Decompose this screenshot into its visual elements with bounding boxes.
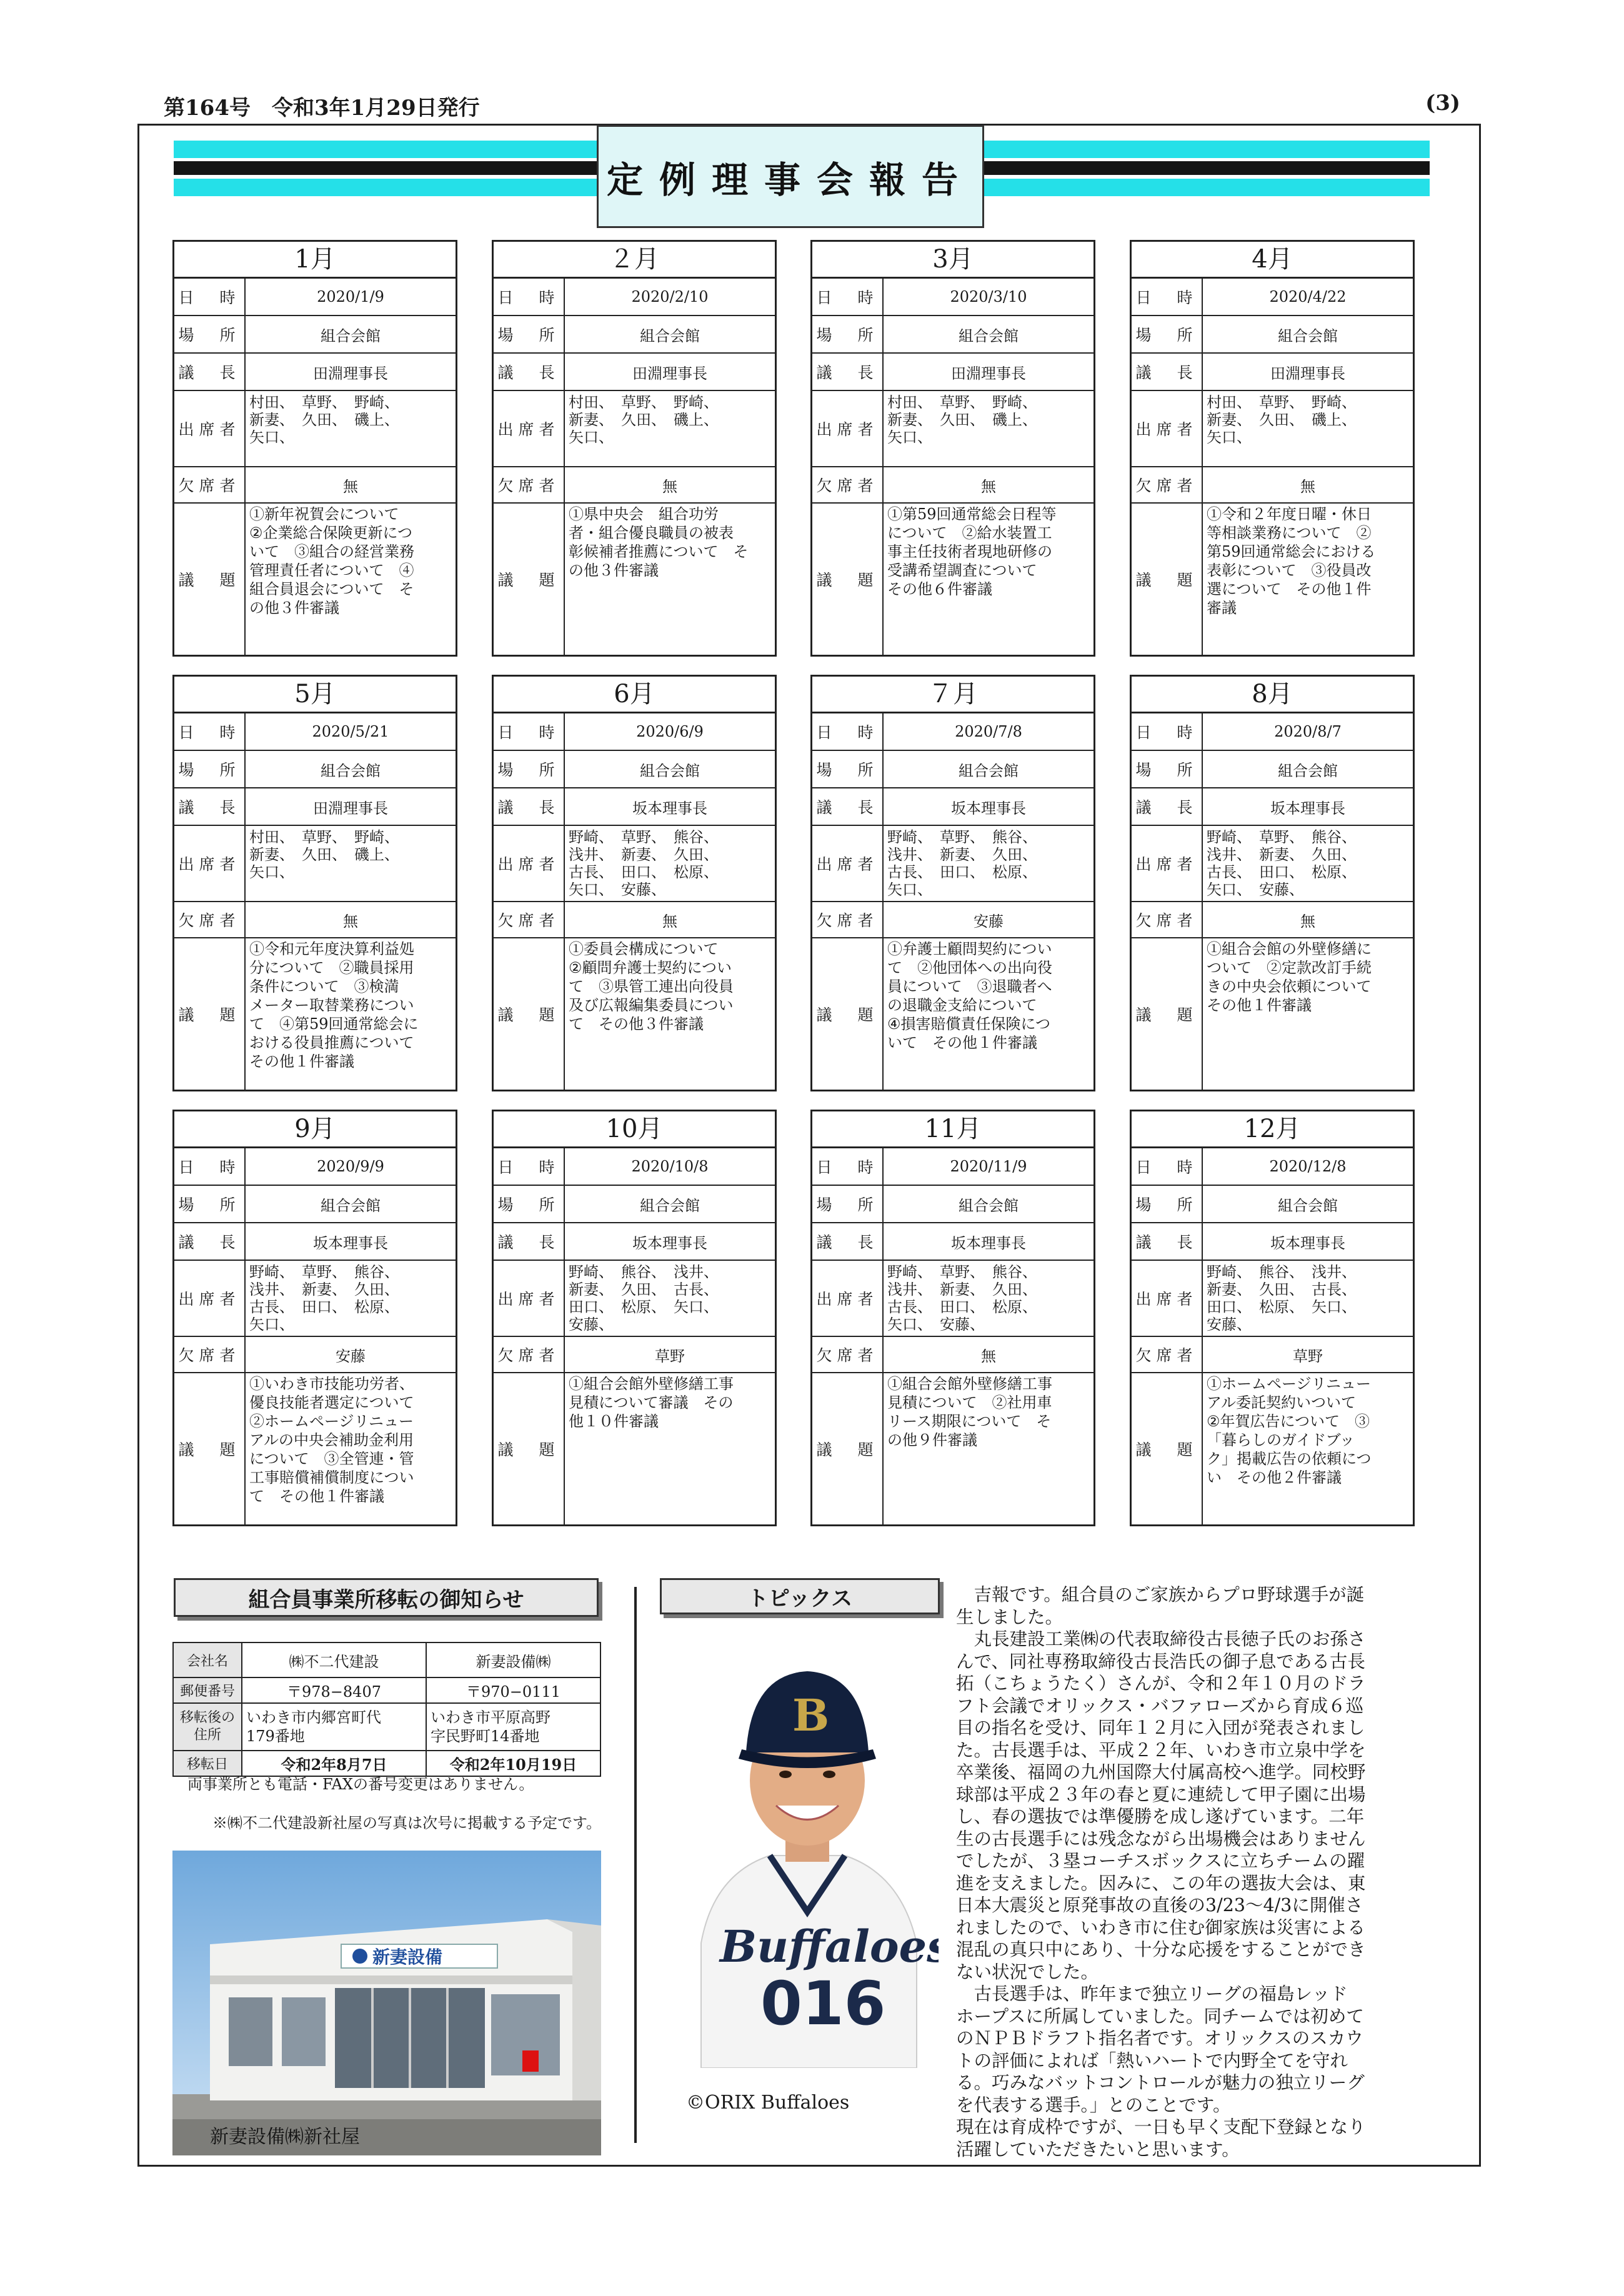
meeting-agenda: ①弁護士顧問契約につい て ②他団体への出向役 員について ③退職者へ の退職金支給について ④損害賠償責任保険につ いて その他１件審議 [887,940,1052,1051]
relocation-title: 組合員事業所移転の御知らせ [174,1578,599,1617]
meeting-agenda-row [1132,504,1413,655]
meeting-chair-row [494,788,775,826]
meeting-chair-row [1132,1223,1413,1261]
meeting-chair: 坂本理事長 [632,1234,707,1252]
meeting-agenda: ①組合会館外壁修繕工事 見積について ②社用車 リース期限について そ の他９件審議 [887,1375,1052,1449]
agenda-label: 議 題 [1132,938,1203,1090]
meeting-date: 2020/7/8 [955,723,1022,740]
meeting-absentees: 無 [981,1347,996,1365]
chair-label: 議 長 [1132,354,1203,390]
issue-header: 第164号 令和3年1月29日発行 [164,96,480,121]
meeting-chair: 坂本理事長 [1270,1234,1345,1252]
meeting-chair-row [1132,354,1413,391]
absentees-label: 欠席者 [1132,1337,1203,1372]
meeting-chair: 坂本理事長 [313,1234,388,1252]
place-label: 場 所 [812,316,884,352]
meeting-place: 組合会館 [959,762,1019,780]
meeting-agenda: ①組合会館の外壁修繕に ついて ②定款改訂手続 きの中央会依頼について その他１件審議 [1207,940,1372,1014]
date-label: 日 時 [812,279,884,315]
meeting-agenda-row [494,1373,775,1524]
meeting-absentees-row [494,1337,775,1373]
meeting-absentees: 無 [1300,477,1315,495]
place-label: 場 所 [812,1186,884,1222]
move-date-1: 令和2年8月7日 [242,1751,426,1776]
meeting-attendees-row [1132,1261,1413,1337]
chair-label: 議 長 [812,788,884,825]
attendees-label: 出席者 [1132,1261,1203,1336]
meeting-attendees: 野崎、 草野、 熊谷、 浅井、 新妻、 久田、 古長、 田口、 松原、 矢口、 安藤、 [569,828,719,898]
month-box [1130,240,1415,657]
meeting-date-row [1132,279,1413,316]
meeting-chair: 坂本理事長 [1270,799,1345,817]
chair-label: 議 長 [174,788,246,825]
agenda-label: 議 題 [1132,1373,1203,1524]
meeting-attendees: 野崎、 熊谷、 浅井、 新妻、 久田、 古長、 田口、 松原、 矢口、 安藤、 [569,1263,719,1333]
meeting-absentees: 無 [343,477,358,495]
meeting-date: 2020/8/7 [1274,723,1342,740]
chair-label: 議 長 [812,354,884,390]
date-label: 日 時 [1132,1148,1203,1185]
place-label: 場 所 [174,316,246,352]
meeting-place-row [494,751,775,788]
month-box [1130,1110,1415,1526]
meeting-attendees-row [812,1261,1093,1337]
meeting-date: 2020/6/9 [636,723,704,740]
meeting-attendees: 野崎、 草野、 熊谷、 浅井、 新妻、 久田、 古長、 田口、 松原、 矢口、 [249,1263,399,1333]
absentees-label: 欠席者 [812,1337,884,1372]
meeting-place-row [812,1186,1093,1223]
month-box [810,1110,1095,1526]
meeting-date-row [1132,1148,1413,1186]
attendees-label: 出席者 [1132,826,1203,901]
meeting-absentees-row [1132,467,1413,504]
meeting-absentees-row [494,902,775,938]
meeting-date: 2020/4/22 [1269,288,1347,306]
month-name: 6月 [494,677,775,713]
meeting-agenda: ①県中央会 組合功労 者・組合優良職員の被表 彰候補者推薦について そ の他３件審議 [569,505,749,579]
attendees-label: 出席者 [174,1261,246,1336]
month-box [492,240,777,657]
chair-label: 議 長 [494,1223,565,1260]
meeting-attendees: 村田、 草野、 野崎、 新妻、 久田、 磯上、 矢口、 [887,394,1037,446]
absentees-label: 欠席者 [174,902,246,937]
meeting-place-row [174,751,456,788]
meeting-absentees-row [174,467,456,504]
meeting-absentees: 無 [662,912,677,930]
attendees-label: 出席者 [812,1261,884,1336]
meeting-place: 組合会館 [640,327,700,345]
meeting-attendees-row [174,826,456,902]
place-label: 場 所 [494,1186,565,1222]
meeting-chair-row [494,354,775,391]
chair-label: 議 長 [812,1223,884,1260]
meeting-chair-row [1132,788,1413,826]
meeting-agenda-row [174,938,456,1090]
month-box [810,240,1095,657]
month-box [172,1110,457,1526]
meeting-agenda: ①いわき市技能功労者、 優良技能者選定について ②ホームページリニュー アルの中央会補助金利用 について ③全管連・管 工事賠償補償制度につい て その他１件審議 [249,1375,414,1505]
postal-2: 〒970−0111 [426,1677,600,1703]
absentees-label: 欠席者 [174,467,246,502]
agenda-label: 議 題 [174,938,246,1090]
meeting-date: 2020/9/9 [317,1158,384,1175]
meeting-place-row [174,1186,456,1223]
meeting-place: 組合会館 [1278,327,1338,345]
meeting-place-row [494,316,775,354]
meeting-chair-row [494,1223,775,1261]
month-name: 10月 [494,1111,775,1148]
meeting-chair: 田淵理事長 [313,799,388,817]
meeting-chair: 田淵理事長 [1270,364,1345,382]
meeting-absentees: 無 [662,477,677,495]
month-box [172,675,457,1091]
meeting-attendees: 村田、 草野、 野崎、 新妻、 久田、 磯上、 矢口、 [1207,394,1357,446]
meeting-date: 2020/3/10 [950,288,1027,306]
meeting-agenda: ①令和２年度日曜・休日 等相談業務について ② 第59回通常総会における 表彰について ③役員改 選について その他１件 審議 [1207,505,1376,617]
month-box [1130,675,1415,1091]
meeting-place-row [174,316,456,354]
month-name: 12月 [1132,1111,1413,1148]
meeting-chair: 坂本理事長 [951,799,1026,817]
meeting-agenda: ①令和元年度決算利益処 分について ②職員採用 条件について ③検満 メーター取替業務につい て ④第59回通常総会に おける役員推薦について その他１件審議 [249,940,419,1070]
agenda-label: 議 題 [1132,504,1203,655]
meeting-agenda-row [1132,1373,1413,1524]
meeting-attendees-row [1132,826,1413,902]
relocation-note-1: 両事業所とも電話・FAXの番号変更はありません。 [187,1776,534,1793]
report-title: 定例理事会報告 [597,125,984,228]
meeting-place: 組合会館 [640,1196,700,1215]
meeting-chair-row [174,788,456,826]
meeting-attendees: 野崎、 熊谷、 浅井、 新妻、 久田、 古長、 田口、 松原、 矢口、 安藤、 [1207,1263,1357,1333]
chair-label: 議 長 [494,354,565,390]
month-box [172,240,457,657]
company-label: 会社名 [173,1642,242,1677]
meeting-attendees: 村田、 草野、 野崎、 新妻、 久田、 磯上、 矢口、 [569,394,719,446]
month-name: 5月 [174,677,456,713]
attendees-label: 出席者 [1132,391,1203,466]
agenda-label: 議 題 [494,938,565,1090]
meeting-agenda-row [174,504,456,655]
meeting-absentees-row [494,467,775,504]
meeting-place: 組合会館 [321,1196,381,1215]
month-name: 3月 [812,242,1093,279]
meeting-attendees-row [174,391,456,467]
meeting-chair: 坂本理事長 [951,1234,1026,1252]
meeting-chair: 田淵理事長 [313,364,388,382]
place-label: 場 所 [174,1186,246,1222]
meeting-date: 2020/12/8 [1269,1158,1347,1175]
meeting-place-row [812,316,1093,354]
meeting-absentees-row [812,1337,1093,1373]
meeting-agenda-row [1132,938,1413,1090]
agenda-label: 議 題 [812,504,884,655]
meeting-date: 2020/10/8 [631,1158,709,1175]
jersey-text: Buffaloes [720,1921,939,1972]
meeting-agenda-row [812,1373,1093,1524]
month-box [492,675,777,1091]
meeting-attendees-row [494,1261,775,1337]
meeting-agenda: ①組合会館外壁修繕工事 見積について審議 その 他１０件審議 [569,1375,734,1430]
jersey-number: 016 [760,1969,886,2039]
agenda-label: 議 題 [174,504,246,655]
meeting-place: 組合会館 [959,327,1019,345]
meeting-place: 組合会館 [1278,1196,1338,1215]
meeting-absentees-row [174,902,456,938]
chair-label: 議 長 [174,1223,246,1260]
place-label: 場 所 [174,751,246,787]
agenda-label: 議 題 [494,504,565,655]
place-label: 場 所 [494,751,565,787]
photo-credit: ©ORIX Buffaloes [686,2092,850,2114]
postal-label: 郵便番号 [173,1677,242,1703]
meeting-place-row [1132,316,1413,354]
chair-label: 議 長 [174,354,246,390]
meeting-attendees: 野崎、 草野、 熊谷、 浅井、 新妻、 久田、 古長、 田口、 松原、 矢口、 安藤、 [1207,828,1357,898]
meeting-agenda: ①新年祝賀会について ②企業総合保険更新につ いて ③組合の経営業務 管理責任者について ④ 組合員退会について そ の他３件審議 [249,505,414,617]
meeting-place-row [1132,751,1413,788]
meeting-absentees: 無 [1300,912,1315,930]
meeting-place-row [812,751,1093,788]
place-label: 場 所 [812,751,884,787]
meeting-agenda: ①委員会構成について ②顧問弁護士契約につい て ③県管工連出向役員 及び広報編集委員につい て その他３件審議 [569,940,734,1033]
absentees-label: 欠席者 [494,467,565,502]
address-2: いわき市平原高野 字民野町14番地 [426,1703,600,1751]
meeting-attendees: 野崎、 草野、 熊谷、 浅井、 新妻、 久田、 古長、 田口、 松原、 矢口、 [887,828,1037,898]
topics-title: トピックス [660,1578,940,1614]
meeting-place: 組合会館 [640,762,700,780]
date-label: 日 時 [812,1148,884,1185]
meeting-date: 2020/5/21 [312,723,389,740]
date-label: 日 時 [494,713,565,750]
date-label: 日 時 [812,713,884,750]
meeting-attendees-row [1132,391,1413,467]
meeting-date-row [812,279,1093,316]
photo-caption: 新妻設備㈱新社屋 [210,2126,360,2148]
new-office-photo [172,1851,601,2155]
meeting-date-row [494,1148,775,1186]
attendees-label: 出席者 [812,826,884,901]
absentees-label: 欠席者 [812,467,884,502]
absentees-label: 欠席者 [1132,902,1203,937]
meeting-chair-row [812,354,1093,391]
meeting-place: 組合会館 [321,327,381,345]
meeting-agenda-row [812,504,1093,655]
month-name: 1月 [174,242,456,279]
page-number: (3) [1425,91,1460,116]
meeting-place: 組合会館 [1278,762,1338,780]
meeting-absentees: 無 [343,912,358,930]
meeting-place: 組合会館 [321,762,381,780]
meeting-agenda: ①ホームページリニュー アル委託契約いついて ②年賀広告について ③ 「暮らしのガイドブッ ク」掲載広告の依頼につ い その他２件審議 [1207,1375,1372,1486]
meeting-date: 2020/11/9 [950,1158,1027,1175]
meeting-absentees: 安藤 [974,912,1004,930]
meeting-absentees: 安藤 [336,1347,366,1365]
meeting-date-row [174,713,456,751]
date-label: 日 時 [174,279,246,315]
meeting-date-row [812,713,1093,751]
meeting-attendees-row [494,391,775,467]
relocation-table [172,1642,601,1777]
month-box [810,675,1095,1091]
meeting-place-row [1132,1186,1413,1223]
meeting-agenda-row [812,938,1093,1090]
place-label: 場 所 [1132,316,1203,352]
meeting-date-row [174,1148,456,1186]
meeting-agenda-row [494,938,775,1090]
month-name: ７月 [812,677,1093,713]
meeting-chair-row [174,1223,456,1261]
cap-logo: B [792,1689,830,1741]
attendees-label: 出席者 [174,391,246,466]
month-box [492,1110,777,1526]
meeting-date-row [1132,713,1413,751]
meeting-absentees-row [812,902,1093,938]
attendees-label: 出席者 [494,391,565,466]
meeting-attendees: 村田、 草野、 野崎、 新妻、 久田、 磯上、 矢口、 [249,394,399,446]
meeting-absentees: 草野 [655,1347,685,1365]
meeting-agenda: ①第59回通常総会日程等 について ②給水装置工 事主任技術者現地研修の 受講希望調査について その他６件審議 [887,505,1057,598]
place-label: 場 所 [1132,1186,1203,1222]
meeting-chair: 田淵理事長 [632,364,707,382]
month-name: 9月 [174,1111,456,1148]
meeting-chair: 田淵理事長 [951,364,1026,382]
date-label: 日 時 [1132,713,1203,750]
relocation-note-2: ※㈱不二代建設新社屋の写真は次号に掲載する予定です。 [212,1814,602,1832]
meeting-agenda-row [494,504,775,655]
address-1: いわき市内郷宮町代 179番地 [242,1703,426,1751]
meeting-attendees-row [812,391,1093,467]
column-divider [634,1587,637,2143]
agenda-label: 議 題 [812,938,884,1090]
place-label: 場 所 [1132,751,1203,787]
absentees-label: 欠席者 [494,902,565,937]
move-date-2: 令和2年10月19日 [426,1751,600,1776]
meeting-date: 2020/2/10 [631,288,709,306]
agenda-label: 議 題 [174,1373,246,1524]
meeting-absentees: 草野 [1293,1347,1323,1365]
agenda-label: 議 題 [494,1373,565,1524]
month-name: ２月 [494,242,775,279]
meeting-date-row [174,279,456,316]
meeting-attendees-row [174,1261,456,1337]
meeting-attendees: 野崎、 草野、 熊谷、 浅井、 新妻、 久田、 古長、 田口、 松原、 矢口、 安藤、 [887,1263,1037,1333]
month-name: 11月 [812,1111,1093,1148]
meeting-attendees: 村田、 草野、 野崎、 新妻、 久田、 磯上、 矢口、 [249,828,399,881]
company-1: ㈱不二代建設 [242,1642,426,1677]
chair-label: 議 長 [494,788,565,825]
month-name: 8月 [1132,677,1413,713]
meeting-date-row [812,1148,1093,1186]
attendees-label: 出席者 [812,391,884,466]
attendees-label: 出席者 [174,826,246,901]
absentees-label: 欠席者 [174,1337,246,1372]
meeting-date-row [494,713,775,751]
meeting-place-row [494,1186,775,1223]
date-label: 日 時 [174,1148,246,1185]
meeting-date: 2020/1/9 [317,288,384,306]
place-label: 場 所 [494,316,565,352]
meeting-agenda-row [174,1373,456,1524]
absentees-label: 欠席者 [494,1337,565,1372]
address-label: 移転後の 住所 [173,1703,242,1751]
meeting-absentees-row [174,1337,456,1373]
move-date-label: 移転日 [173,1751,242,1776]
company-2: 新妻設備㈱ [426,1642,600,1677]
meeting-chair: 坂本理事長 [632,799,707,817]
meeting-chair-row [174,354,456,391]
chair-label: 議 長 [1132,1223,1203,1260]
month-name: 4月 [1132,242,1413,279]
building-sign: 新妻設備 [372,1947,443,1967]
meeting-date-row [494,279,775,316]
date-label: 日 時 [494,1148,565,1185]
date-label: 日 時 [1132,279,1203,315]
meeting-chair-row [812,788,1093,826]
date-label: 日 時 [494,279,565,315]
meeting-place: 組合会館 [959,1196,1019,1215]
attendees-label: 出席者 [494,1261,565,1336]
meeting-absentees-row [812,467,1093,504]
meeting-attendees-row [494,826,775,902]
chair-label: 議 長 [1132,788,1203,825]
meeting-attendees-row [812,826,1093,902]
meeting-absentees-row [1132,902,1413,938]
meeting-chair-row [812,1223,1093,1261]
absentees-label: 欠席者 [812,902,884,937]
meeting-absentees-row [1132,1337,1413,1373]
meeting-absentees: 無 [981,477,996,495]
agenda-label: 議 題 [812,1373,884,1524]
postal-1: 〒978−8407 [242,1677,426,1703]
absentees-label: 欠席者 [1132,467,1203,502]
topics-article: 吉報です。組合員のご家族からプロ野球選手が誕 生しました。 丸長建設工業㈱の代表取締役古長徳子氏のお孫さ んで、同社専務取締役古長浩氏の御子息である古長 拓（こちょうたく）さんが、令和２年１０月のドラ フト会議でオリックス・バファローズから育成６巡 目の指名を受け、同年１２月に入団が発表されまし た。古長選手は、平成２２年、いわき市立泉中学を 卒業後、福岡の九州国際大付属高校へ進学。同校野 球部は平成２３年の春と夏に連続して甲子園に出場 し、春の選抜では準優勝を成し遂げています。二年 生の古長選手には残念ながら出場機会はありません でしたが、３塁コーチスボックスに立ちチームの躍 進を支えました。因みに、この年の選抜大会は、東 日本大震災と原発事故の直後の3/23〜4/3に開催さ れましたので、いわき市に住む御家族は災害による 混乱の真只中にあり、十分な応援をすることができ ない状況でした。 古長選手は、昨年まで独立リーグの福島レッド ホープスに所属していました。同チームでは初めて のＮＰＢドラフト指名者です。オリックスのスカウ トの評価によれば「熱いハートで内野全てを守れ る。巧みなバットコントロールが魅力の独立リーグ を代表する選手。」とのことです。 現在は育成枠ですが、一日も早く支配下登録となり 活躍していただきたいと思います。 [956,1584,1366,2160]
attendees-label: 出席者 [494,826,565,901]
date-label: 日 時 [174,713,246,750]
player-photo [676,1649,939,2068]
